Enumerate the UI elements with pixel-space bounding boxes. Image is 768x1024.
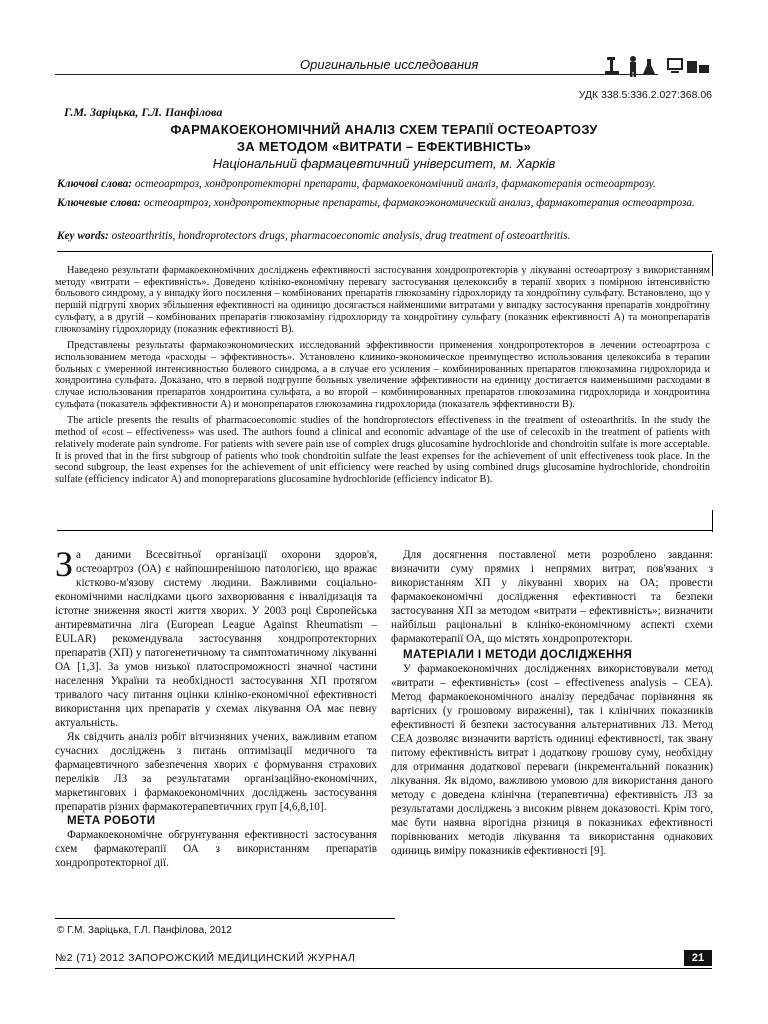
analysis-paragraph: Як свідчить аналіз робіт вітчизняних учених, важливим етапом сучасних досліджень з питань оптимізації медичного та фармацевтичного забезпечення хворих є формування страхових переліків ЛЗ за результатами організаційно-економічних, маркетингових і фармакоекономічних досліджень застосування препаратів різних фармакотерапевтичних груп [4,6,8,10]. <box>55 731 377 813</box>
body-left-column <box>55 544 377 870</box>
footnote-rule <box>55 918 395 919</box>
body-right-column <box>391 548 713 858</box>
tasks-paragraph: Для досягнення поставленої мети розроблено завдання: визначити суму прямих і непрямих витрат, пов'язаних з використанням ХП у лікуванні хворих на ОА; провести фармакоекономічні дослідження ефективності та безпеки застосування ХП за методом «витрати – ефективність»; визначити найбільш раціональні в клініко-економічному аспекті схеми фармакотерапії ОА, що містять хондропротектори. <box>391 549 713 645</box>
researcher-microscope-computer-icon <box>603 55 711 77</box>
keywords-ru-label: Ключевые слова: <box>57 197 142 209</box>
abstract-ru: Представлены результаты фармакоэкономических исследований эффективности применения хондропротекторов в лечении остеоартроза с использованием метода «расходы – эффективность». Установлено клинико-экономическое преимущество использования целекоксиба в терапии больных с умеренной интенсивностью болевого синдрома, а в случае его усиления – комбинированных препаратов глюкозамина гидрохлорида и хондроитина сульфата. Доказано, что в первой подгруппе больных увеличение эффективности на единицу достигается наименьшими расходами в случае использования препаратов хондроитина сульфата, а во второй – комбинированных препаратов глюкозамина гидрохлорида и хондроитина сульфата (показатель эффективности А) и монопрепаратов глюкозамина гидрохлорида (показатель эффективности В). <box>55 340 710 410</box>
methods-paragraph: У фармакоекономічних дослідженнях використовували метод «витрати – ефективність» (cost – effectiveness analysis – CEA). Метод фармакоекономічного аналізу передбачає порівняння як вартісних (у грошовому вираженні), так і клінічних показників ефективності й безпеки застосування альтернативних ЛЗ. Метод CEA дозволяє визначити вартість одиниці ефективності, так звану питому ефективність витрат і додаткову грошову суму, необхідну для отримання додаткової переваги (інкрементальний показник) лікування. Як відомо, важливою умовою для використання даного методу є доведена клінічна (терапевтична) ефективність ЛЗ за результатами досліджень з високим рівнем доказовості. Крім того, має бути наявна вірогідна різниця в показниках ефективності порівнюваних методів лікування та використання однакових одиниць виміру показників ефективності [9]. <box>391 663 713 857</box>
section-heading-goal: МЕТА РОБОТИ <box>67 815 156 827</box>
udk-code: УДК 338.5:336.2.027:368.06 <box>578 89 712 101</box>
article-title-line-1: ФАРМАКОЕКОНОМІЧНИЙ АНАЛІЗ СХЕМ ТЕРАПІЇ ОСТЕОАРТОЗУ <box>170 122 598 137</box>
running-header-section-title: Оригинальные исследования <box>300 57 479 72</box>
keywords-ru <box>57 195 713 211</box>
keywords-en-label: Key words: <box>57 230 109 242</box>
header-rule <box>55 74 658 75</box>
authors: Г.М. Заріцька, Г.Л. Панфілова <box>64 105 223 119</box>
keywords-en <box>57 228 713 244</box>
keywords-en-text: osteoarthritis, hondroprotectors drugs, pharmacoeconomic analysis, drug treatment of osteoarthritis. <box>108 230 571 242</box>
abstract-uk: Наведено результати фармакоекономічних досліджень ефективності застосування хондропротекторів у лікуванні остеоартрозу з використанням методу «витрати – ефективність». Доведено клініко-економічну перевагу застосування целекоксибу в терапії хворих з помірною інтенсивністю больового синдрому, а у випадку його посилення – комбінованих препаратів глюкозаміну гідрохлориду та хондроїтину сульфату. Встановлено, що у першій підгрупі хворих збільшення ефективності на одиницю досягається найменшими витратами у випадку застосування препаратів хондроїтину сульфату, а в другій – комбінованих препаратів глюкозаміну гідрохлориду та хондроїтину сульфату (показник ефективності А) та монопрепаратів глюкозаміну гідрохлориду (показник ефективності В). <box>55 265 710 335</box>
affiliation: Національний фармацевтичний університет, м. Харків <box>212 156 556 171</box>
abstract-corner-rule <box>712 254 713 276</box>
drop-cap: З <box>55 544 74 584</box>
footer-rule <box>55 968 712 969</box>
page-number: 21 <box>684 950 712 966</box>
goal-paragraph: Фармакоекономічне обгрунтування ефективності застосування схем фармакотерапії ОА з використанням препаратів хондропротекторної дії. <box>55 829 377 869</box>
keywords-uk-label: Ключові слова: <box>57 178 132 190</box>
abstract-bottom-rule <box>57 530 712 531</box>
article-title-line-2: ЗА МЕТОДОМ «ВИТРАТИ – ЕФЕКТИВНІСТЬ» <box>236 139 532 154</box>
section-heading-methods: МАТЕРІАЛИ І МЕТОДИ ДОСЛІДЖЕННЯ <box>403 649 633 661</box>
abstract-en: The article presents the results of pharmacoeconomic studies of the hondroprotectors effectiveness in the treatment of osteoarthritis. In the study the method of «cost – effectiveness» was used. The authors found a clinical and economic advantage of the use of celecoxib in the treatment of patients with relatively moderate pain syndrome. For patients with severe pain use of complex drugs glucosamine hydrochloride and chondroitin sulfate is more acceptable. It is proved that in the first subgroup of patients who took chondroitin sulfate the least expenses for the achievement of unit effectiveness took place. In the second subgroup, the least expenses for the achievement of unit efficiency were reached by using combined drugs glucosamine hydrochloride, chondroitin sulfate (efficiency indicator A) and monopreparations glucosamine hydrochloride (efficiency indicator B). <box>55 415 710 485</box>
copyright-note: © Г.М. Заріцька, Г.Л. Панфілова, 2012 <box>57 925 232 936</box>
keywords-uk <box>57 176 713 192</box>
keywords-uk-text: остеоартроз, хондропротекторні препарати, фармакоекономічний аналіз, фармакотерапія остеоартрозу. <box>132 178 656 190</box>
abstract-bottom-corner-rule <box>712 510 713 532</box>
keywords-ru-text: остеоартроз, хондропротекторные препараты, фармакоэкономический анализ, фармакотерапия остеоартроза. <box>141 197 695 209</box>
intro-paragraph <box>55 544 377 730</box>
intro-text: а даними Всесвітньої організації охорони здоров'я, остеоартроз (ОА) є найпоширенішою патологією, що вражає кістково-м'язову систему людини. Важливими соціально-економічними наслідками цього захворювання є інвалідизація та істотне зниження якості життя хворих. У 2003 році Європейська антиревматична ліга (European League Against Rheumatism – EULAR) рекомендувала застосування хондропротекторних препаратів (ХП) у патогенетичному та симптоматичному лікуванні ОА [1,3]. За умов низької платоспроможності значної частини населення України та необхідності застосування ХП протягом тривалого часу питання оцінки клініко-економічної ефективності використання цих препаратів у схемах лікування ОА має певну актуальність. <box>55 549 377 729</box>
journal-footer: №2 (71) 2012 ЗАПОРОЖСКИЙ МЕДИЦИНСКИЙ ЖУРНАЛ <box>55 952 356 964</box>
abstracts <box>55 265 710 491</box>
abstract-top-rule <box>57 251 712 252</box>
